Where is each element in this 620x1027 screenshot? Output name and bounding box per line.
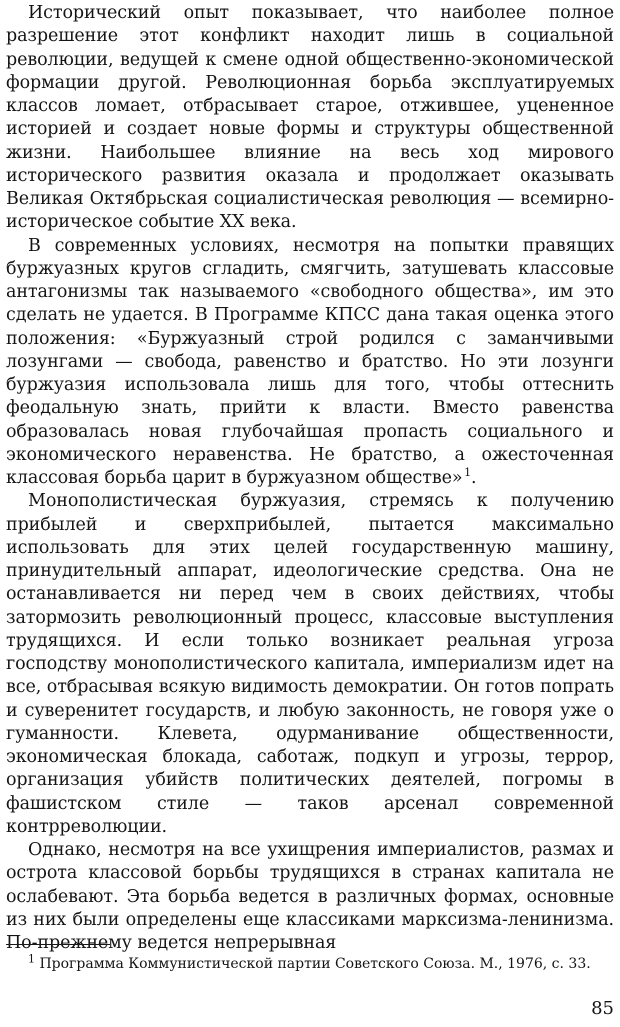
paragraph-text: В современных условиях, несмотря на попытки правящих буржуазных кругов сгладить, смягчить, затушевать классовые антагонизмы так называемого «свободного общества», им это сделать не удается. В Программе КПСС дана такая оценка этого положения: «Буржуазный строй родился с заманчивыми лозунгами — свобода, равенство и братство. Но эти лозунги буржуазия использовала лишь для того, чтобы оттеснить феодальную знать, прийти к власти. Вместо равенства образовалась новая глубочайшая пропасть социального и экономического неравенства. Не братство, а ожесточенная классовая борьба царит в буржуазном обществе» xyxy=(6,235,614,488)
page-number: 85 xyxy=(591,998,614,1019)
paragraph: Монополистическая буржуазия, стремясь к получению прибылей и сверхприбылей, пытается максимально использовать для этих целей государственную машину, принудительный аппарат, идеологические средства. Она не останавливается ни перед чем в своих действиях, чтобы затормозить революционный процесс, классовые выступления трудящихся. И если только возникает реальная угроза господству монополистического капитала, империализм идет на все, отбрасывая всякую видимость демократии. Он готов попрать и суверенитет государств, и любую законность, не говоря уже о гуманности. Клевета, одурманивание общественности, экономическая блокада, саботаж, подкуп и угрозы, террор, организация убийств политических деятелей, погромы в фашистском стиле — таков арсенал современной контрреволюции. xyxy=(6,491,614,837)
footnote-reference: 1 xyxy=(464,466,472,480)
footnote-marker: 1 xyxy=(28,952,35,966)
footnote xyxy=(6,954,614,974)
paragraph: Однако, несмотря на все ухищрения империалистов, размах и острота классовой борьбы трудящихся в странах капитала не ослабевают. Эта борьба ведется в различных формах, основные из них были определены еще классиками марксизма-ленинизма. По-прежнему ведется непрерывная xyxy=(6,840,614,953)
footnote-text: Программа Коммунистической партии Советского Союза. М., 1976, с. 33. xyxy=(39,956,591,972)
paragraph: Исторический опыт показывает, что наиболее полное разрешение этот конфликт находит лишь в социальной революции, ведущей к смене одной общественно-экономической формации другой. Революционная борьба эксплуатируемых классов ломает, отбрасывает старое, отжившее, уцененное историей и создает новые формы и структуры общественной жизни. Наибольшее влияние на весь ход мирового исторического развития оказала и продолжает оказывать Великая Октябрьская социалистическая революция — всемирно-историческое событие XX века. xyxy=(6,3,614,233)
main-text xyxy=(6,2,614,955)
footnote-divider xyxy=(6,944,110,945)
paragraph: В современных условиях, несмотря на попытки правящих буржуазных кругов сгладить, смягчить, затушевать классовые антагонизмы так называемого «свободного общества», им это сделать не удается. В Программе КПСС дана такая оценка этого положения: «Буржуазный строй родился с заманчивыми лозунгами — свобода, равенство и братство. Но эти лозунги буржуазия использовала лишь для того, чтобы оттеснить феодальную знать, прийти к власти. Вместо равенства образовалась новая глубочайшая пропасть социального и экономического неравенства. Не братство, а ожесточенная классовая борьба царит в буржуазном обществе» $^1$. xyxy=(6,235,614,488)
